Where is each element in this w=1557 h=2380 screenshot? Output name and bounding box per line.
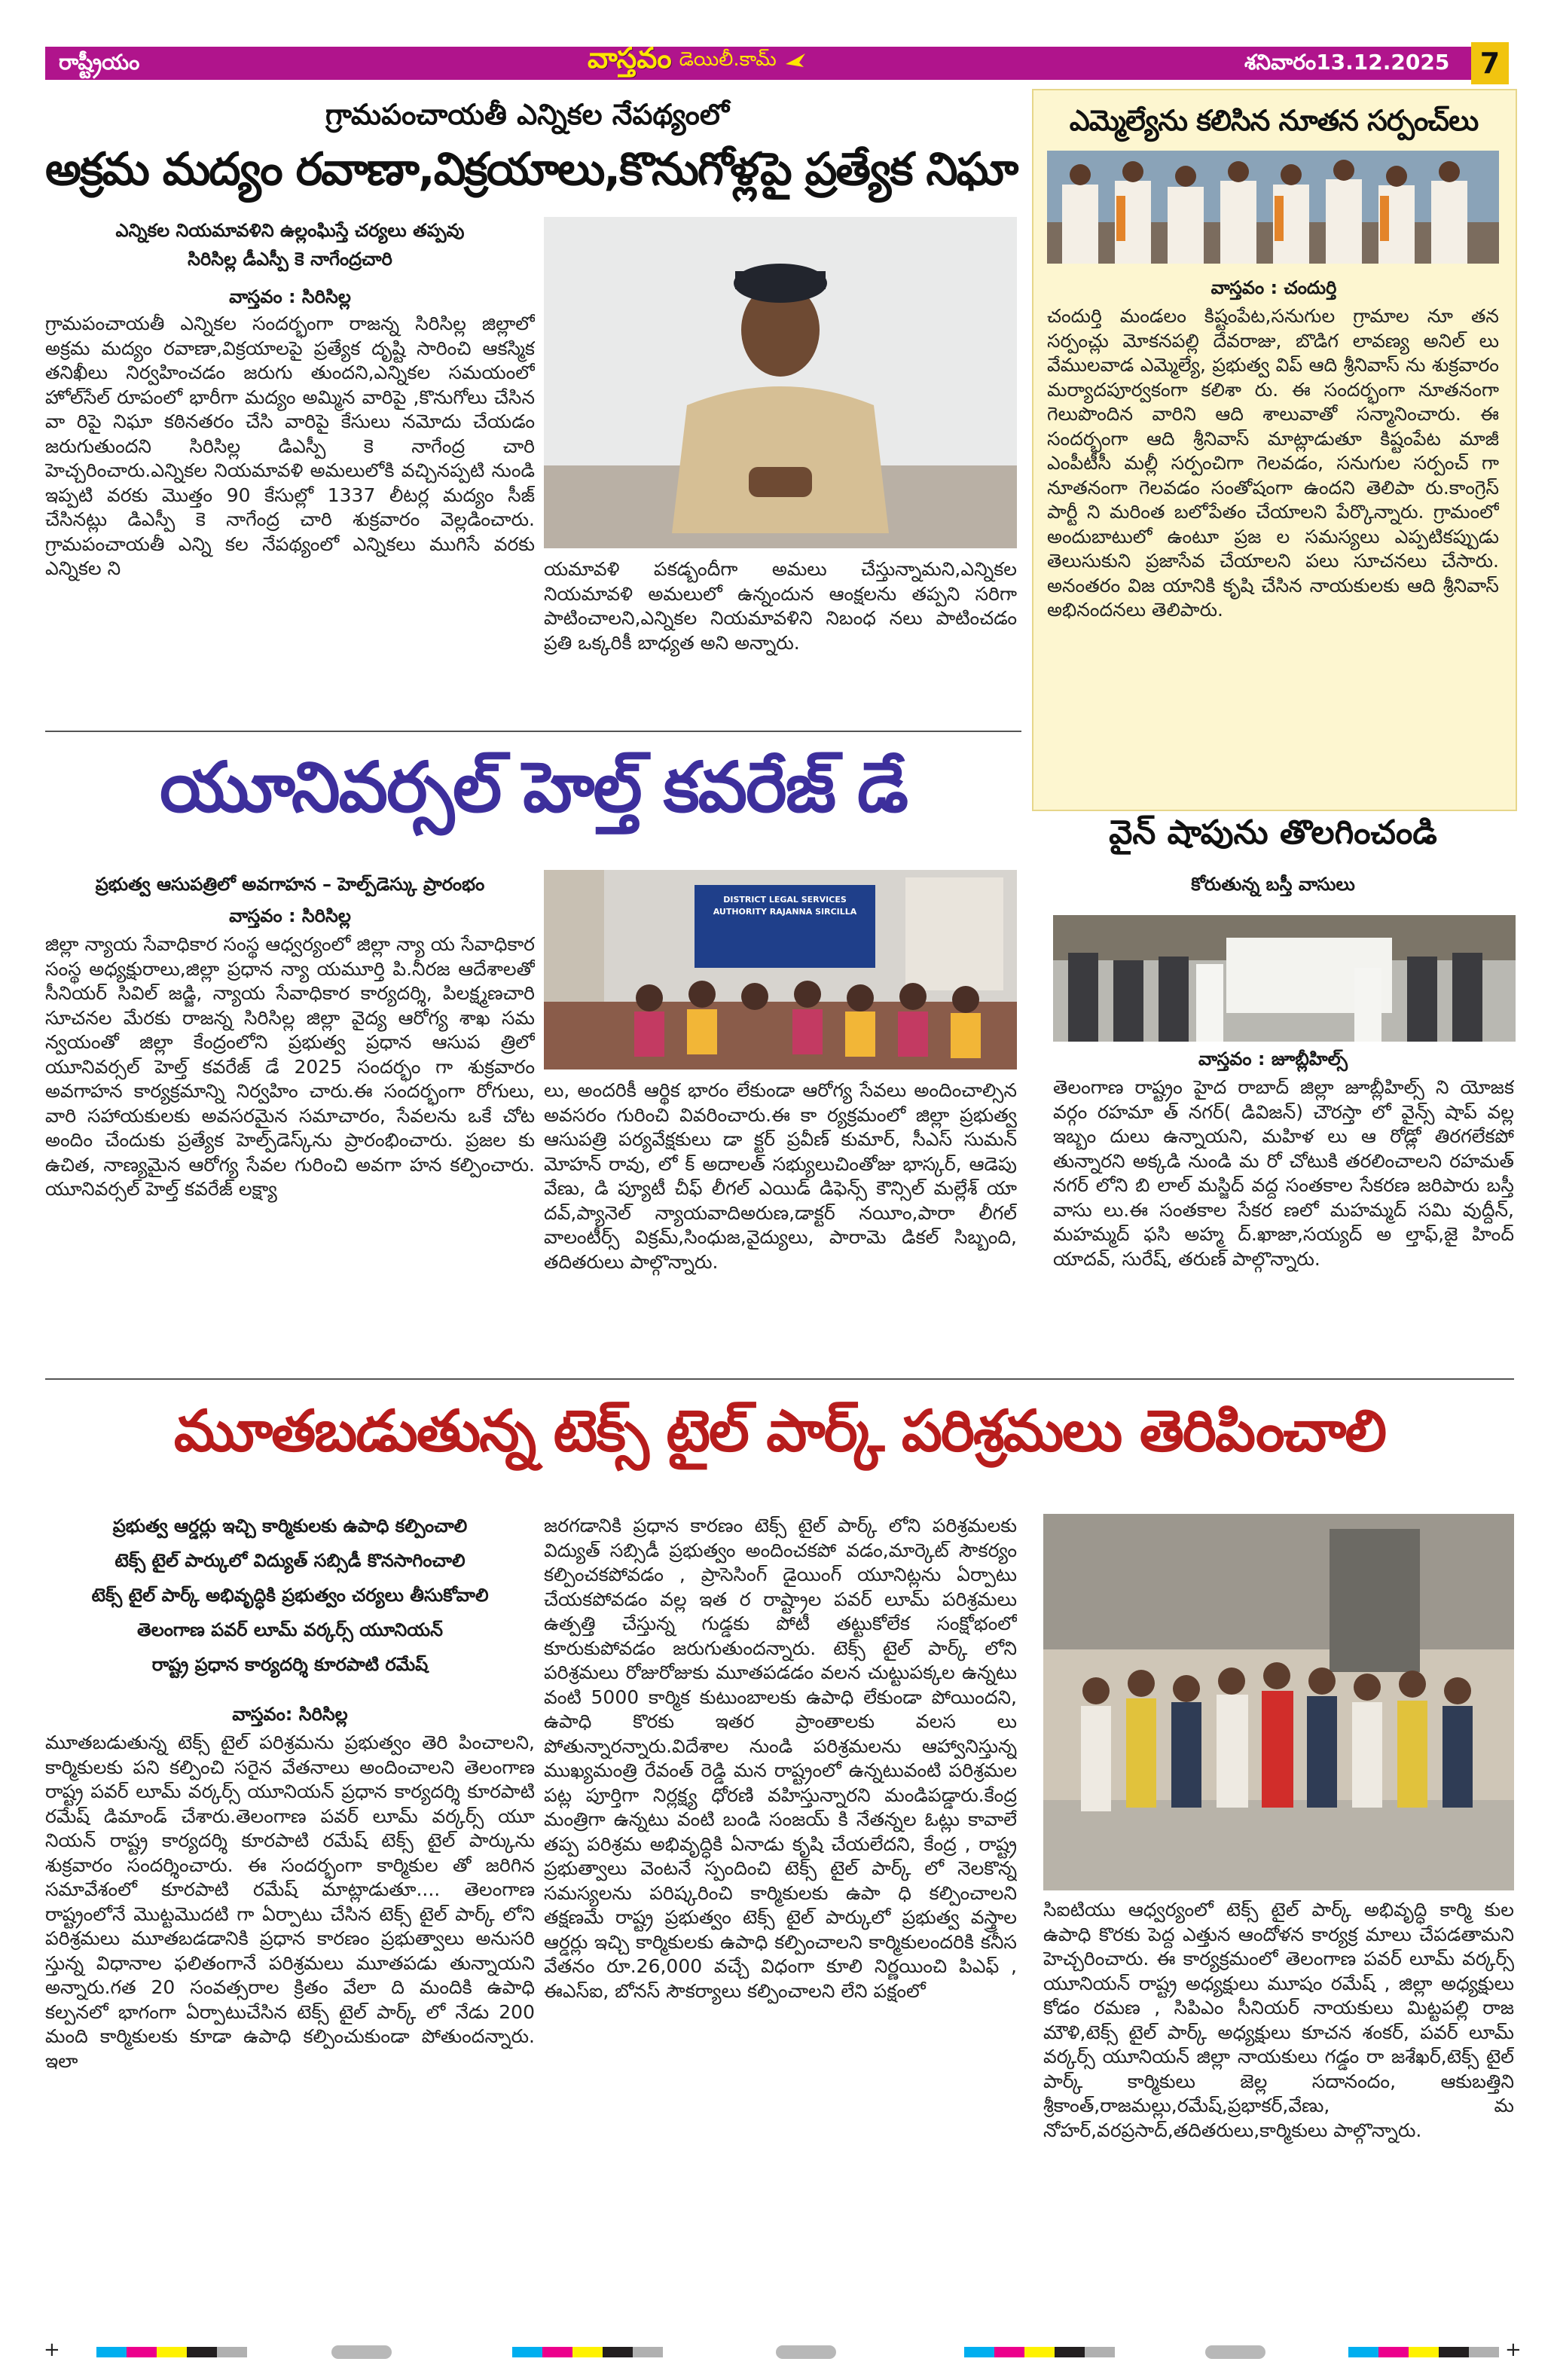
page-number: 7 xyxy=(1479,47,1501,80)
story1-subhead1: ఎన్నికల నియమావళిని ఉల్లంఘిస్తే చర్యలు తప్పవు xyxy=(115,220,465,241)
story3-col2: లు, అందరికీ ఆర్థిక భారం లేకుండా ఆరోగ్య సేవలు అందించాల్సిన అవసరం గురించి వివరించారు.ఈ కా ర్యక్రమంలో జిల్లా ప్రభుత్వ ఆసుపత్రి పర్యవేక్షకులు డా క్టర్ ప్రవీణ్ కుమార్, సీఎస్ సుమన్ మోహన్ రావు, లో క్ అదాలత్ సభ్యులుచింతోజు భాస్కర్, ఆడెపు వేణు, డి ప్యూటీ చీఫ్ లీగల్ ఎయిడ్ డిఫెన్స్ కౌన్సిల్ మల్లేశ్ యా దవ్,ప్యానెల్ న్యాయవాదిఅరుణ,డాక్టర్ నయీం,పారా లీగల్ వాలంటీర్స్ విక్రమ్,సింధుజ,వైద్యులు, పారామె డికల్ సిబ్బంది, తదితరులు పాల్గొన్నారు. xyxy=(544,1079,1017,1273)
story4-body: తెలంగాణ రాష్ట్రం హైద రాబాద్ జిల్లా జూబ్లీహిల్స్ ని యోజక వర్గం రహమా త్ నగర్( డివిజన్) చౌరస్తా లో వైన్స్ షాప్ వల్ల ఇబ్బం దులు ఉన్నాయని, మహిళ లు ఆ రోడ్లో తిరగలేకపో తున్నారని అక్కడి నుండి మ రో చోటుకి తరలించాలని రహమత్ నగర్ లోని బి లాల్ మస్జిద్ వద్ద సంతకాల సేకరణ జరిపారు బస్తీ వాసు లు.ఈ సంతకాల సేకర ణలో మహమ్మద్ సమి వుద్దీన్, మహమ్మద్ ఫసి అహ్మ ద్.ఖాజా,సయ్యద్ అ ల్తాఫ్,జై హింద్ యాదవ్, సురేష్, తరుణ్ పాల్గొన్నారు. xyxy=(1053,1076,1514,1270)
story1-col1: గ్రామపంచాయతీ ఎన్నికల సందర్భంగా రాజన్న సిరిసిల్ల జిల్లాలో అక్రమ మద్యం రవాణా,విక్రయాలపై ప్రత్యేక దృష్టి సారించి ఆకస్మిక తనిఖీలు నిర్వహించడం జరుగు తుందని,ఎన్నికల సమయంలో హోల్‌సేల్ రూపంలో భారీగా మద్యం అమ్మిన వారిపై ,కొనుగోలు చేసిన వా రిపై నిఘా కఠినతరం చేసి వారిపై కేసులు నమోదు చేయడం జరుగుతుందని సిరిసిల్ల డిఎస్పీ కె నాగేంద్ర చారి హెచ్చరించారు.ఎన్నికల నియమావళి అమలులోకి వచ్చినప్పటి నుండి ఇప్పటి వరకు మొత్తం 90 కేసుల్లో 1337 లీటర్ల మద్యం సీజ్ చేసినట్లు డిఎస్పీ కె నాగేంద్ర చారి శుక్రవారం వెల్లడించారు. గ్రామపంచాయతీ ఎన్ని కల నేపథ్యంలో ఎన్నికలు ముగిసే వరకు ఎన్నికల ని xyxy=(45,313,535,579)
divider-lower xyxy=(45,1378,1514,1380)
story5-subhead-3: టెక్స్ టైల్ పార్క్ అభివృద్ధికి ప్రభుత్వం చర్యలు తీసుకోవాలి xyxy=(91,1585,489,1606)
story5-subhead-4: తెలంగాణ పవర్ లూమ్ వర్కర్స్ యూనియన్ xyxy=(137,1619,443,1640)
issue-date: శనివారం13.12.2025 xyxy=(1244,50,1450,75)
story4-photo-residents xyxy=(1053,915,1516,1042)
story5-subhead-2: టెక్స్ టైల్ పార్కులో విద్యుత్ సబ్సిడీ కొనసాగించాలి xyxy=(114,1550,466,1571)
gray-pill-2 xyxy=(776,2345,836,2359)
story5-col1: మూతబడుతున్న టెక్స్ టైల్ పరిశ్రమను ప్రభుత్వం తెరి పించాలని, కార్మికులకు పని కల్పించి సరైన వేతనాలు అందించాలని తెలంగాణ రాష్ట్ర పవర్ లూమ్ వర్కర్స్ యూనియన్ ప్రధాన కార్యదర్శి కూరపాటి రమేష్ డిమాండ్ చేశారు.తెలంగాణ పవర్ లూమ్ వర్కర్స్ యూ నియన్ రాష్ట్ర కార్యదర్శి కూరపాటి రమేష్ టెక్స్ టైల్ పార్కును శుక్రవారం సందర్శించారు. ఈ సందర్భంగా కార్మికుల తో జరిగిన సమావేశంలో కూరపాటి రమేష్ మాట్లాడుతూ.... తెలంగాణ రాష్ట్రంలోనే మొట్టమొదటి గా ఏర్పాటు చేసిన టెక్స్ టైల్ పార్క్ లోని పరిశ్రమలు మూతబడడానికి ప్రధాన కారణం ప్రభుత్వాలు అనుసరి స్తున్న విధానాల ఫలితంగానే పరిశ్రమలు మూతపడు తున్నాయని అన్నారు.గత 20 సంవత్సరాల క్రితం వేలా ది మందికి ఉపాధి కల్పనలో భాగంగా ఏర్పాటుచేసిన టెక్స్ టైల్ పార్క్ లో నేడు 200 మంది కార్మికులకు కూడా ఉపాధి కల్పించుకుండా పోతుందన్నారు. ఇలా xyxy=(45,1732,535,2072)
story5-caption: సిఐటియు ఆధ్వర్యంలో టెక్స్ టైల్ పార్క్ అభివృద్ధి కార్మి కుల ఉపాధి కొరకు పెద్ద ఎత్తున ఆందోళన కార్యక్ర మాలు చేపడతామని హెచ్చరించారు. ఈ కార్యక్రమంలో తెలంగాణ పవర్ లూమ్ వర్కర్స్ యూనియన్ రాష్ట్ర అధ్యక్షులు మూషం రమేష్ , జిల్లా అధ్యక్షులు కోడం రమణ , సిపిఎం సీనియర్ నాయకులు మిట్టపల్లి రాజ మౌళి,టెక్స్ టైల్ పార్క్ అధ్యక్షులు కూచన శంకర్, పవర్ లూమ్ వర్కర్స్ యూనియన్ జిల్లా నాయకులు గడ్డం రా జశేఖర్,టెక్స్ టైల్ పార్క్ కార్మికులు జెల్ల సదానందం, ఆకుబత్తిని శ్రీకాంత్,రాజమల్లు,రమేష్,ప్రభాకర్,వేణు, మ నోహర్,వరప్రసాద్,తదితరులు,కార్మికులు పాల్గొన్నారు. xyxy=(1043,1899,1514,2141)
story5-subhead-1: ప్రభుత్వ ఆర్డర్లు ఇచ్చి కార్మికులకు ఉపాధి కల్పించాలి xyxy=(112,1515,468,1536)
story4-source: వాస్తవం : జూబ్లీహిల్స్ xyxy=(1198,1048,1348,1069)
story1-headline: అక్రమ మద్యం రవాణా,విక్రయాలు,కొనుగోళ్లపై ప్రత్యేక నిఘా xyxy=(45,143,1018,196)
story5-subhead-5: రాష్ట్ర ప్రధాన కార్యదర్శి కూరపాటి రమేష్ xyxy=(151,1654,429,1675)
story4-subhead: కోరుతున్న బస్తీ వాసులు xyxy=(1191,874,1355,895)
color-bar-1 xyxy=(96,2347,247,2357)
story3-banner-text: DISTRICT LEGAL SERVICES AUTHORITY RAJANNA SIRCILLA xyxy=(713,895,857,917)
story5-headline: మూతబడుతున్న టెక్స్ టైల్ పార్క్ పరిశ్రమలు తెరిపించాలి xyxy=(173,1397,1386,1464)
registration-mark-left: + xyxy=(44,2339,60,2361)
story2-kicker: ఎమ్మెల్యేను కలిసిన నూతన సర్పంచ్‌లు xyxy=(1069,104,1479,137)
story3-headline: యూనివర్సల్ హెల్త్ కవరేజ్ డే xyxy=(160,747,907,828)
brand-name: వాస్తవం xyxy=(588,41,672,75)
brand-suffix: డెయిలీ.కామ్ xyxy=(679,48,777,71)
story2-source: వాస్తవం : చందుర్తి xyxy=(1210,277,1337,298)
story5-subheads xyxy=(45,1514,535,1687)
story3-source: వాస్తవం : సిరిసిల్ల xyxy=(229,905,351,926)
section-label: రాష్ట్రీయం xyxy=(59,50,140,75)
story1-photo-dsp xyxy=(544,217,1017,548)
story1-col2: యమావళి పకడ్బందీగా అమలు చేస్తున్నామని,ఎన్నికల నియమావళి అమలులో ఉన్నందున ఆంక్షలను తప్పని సరిగా పాటించాలని,ఎన్నికల నియమావళిని నిబంధ నలు పాటించడం ప్రతి ఒక్కరికీ బాధ్యత అని అన్నారు. xyxy=(544,558,1017,654)
bird-icon xyxy=(784,50,807,73)
registration-mark-right: + xyxy=(1505,2339,1522,2361)
color-bar-4 xyxy=(1348,2347,1499,2357)
gray-pill-1 xyxy=(331,2345,392,2359)
story3-subhead: ప్రభుత్వ ఆసుపత్రిలో అవగాహన – హెల్ప్‌డెస్కు ప్రారంభం xyxy=(95,874,485,895)
story3-photo-legal xyxy=(544,870,1017,1069)
story3-col1: జిల్లా న్యాయ సేవాధికార సంస్థ ఆధ్వర్యంలో జిల్లా న్యా య సేవాధికార సంస్థ అధ్యక్షురాలు,జిల్లా ప్రధాన న్యా యమూర్తి పి.నీరజ ఆదేశాలతో సీనియర్ సివిల్ జడ్జి, న్యాయ సేవాధికార కార్యదర్శి, పిలక్ష్మణచారి సూచనల మేరకు రాజన్న సిరిసిల్ల జిల్లా వైద్య ఆరోగ్య శాఖ సమ న్వయంతో జిల్లా కేంద్రంలోని ప్రభుత్వ ప్రధాన ఆసుప త్రిలో యూనివర్సల్ హెల్త్ కవరేజ్ డే 2025 సందర్భం గా శుక్రవారం అవగాహన కార్యక్రమాన్ని నిర్వహిం చారు.ఈ సందర్భంగా రోగులు, వారి సహాయకులకు అవసరమైన సమాచారం, సేవలను ఒకే చోట అందిం చేందుకు ప్రత్యేక హెల్ప్‌డెస్క్‌ను ప్రారంభించారు. ప్రజల కు ఉచిత, నాణ్యమైన ఆరోగ్య సేవల గురించి అవగా హన కల్పించారు. యూనివర్సల్ హెల్త్ కవరేజ్ లక్ష్యా xyxy=(45,933,535,1200)
page-number-box xyxy=(1471,42,1509,84)
brand-logo xyxy=(588,42,807,81)
story5-col2: జరగడానికి ప్రధాన కారణం టెక్స్ టైల్ పార్క్ లోని పరిశ్రమలకు విద్యుత్ సబ్సిడీ ప్రభుత్వం అందించకపో వడం,మార్కెట్ సౌకర్యం కల్పించకపోవడం , ప్రాసెసింగ్ డైయింగ్ యూనిట్లను ఏర్పాటు చేయకపోవడం వల్ల ఇత ర రాష్ట్రాల పవర్ లూమ్ పరిశ్రమలు ఉత్పత్తి చేస్తున్న గుడ్డకు పోటీ తట్టుకోలేక సంక్షోభంలో కూరుకుపోవడం జరుగుతుందన్నారు. టెక్స్ టైల్ పార్క్ లోని పరిశ్రమలు రోజురోజుకు మూతపడడం వలన చుట్టుపక్కల ఉన్నటు వంటి 5000 కార్మిక కుటుంబాలకు ఉపాధి లేకుండా పోయిందని, ఉపాధి కొరకు ఇతర ప్రాంతాలకు వలస లు పోతున్నారన్నారు.విదేశాల నుండి పరిశ్రమలను ఆహ్వానిస్తున్న ముఖ్యమంత్రి రేవంత్ రెడ్డి మన రాష్ట్రంలో ఉన్నటువంటి పరిశ్రమల పట్ల పూర్తిగా నిర్లక్ష్య ధోరణి వహిస్తున్నారని మండిపడ్డారు.కేంద్ర మంత్రిగా ఉన్నటు వంటి బండి సంజయ్ కి నేతన్నల ఓట్లు కావాలే తప్ప పరిశ్రమ అభివృద్ధికి ఏనాడు కృషి చేయలేదని, కేంద్ర , రాష్ట్ర ప్రభుత్వాలు వెంటనే స్పందించి టెక్స్ టైల్ పార్క్ లో నెలకొన్న సమస్యలను పరిష్కరించి కార్మికులకు ఉపా ధి కల్పించాలని తక్షణమే రాష్ట్ర ప్రభుత్వం టెక్స్ టైల్ పార్కులో ప్రభుత్వ వస్త్రాల ఆర్డర్లు ఇచ్చి కార్మికులకు ఉపాధి కల్పించాలని కార్మికులందరికి కనీస వేతనం రూ.26,000 వచ్చే విధంగా కూలి నిర్ణయించి పిఎఫ్ , ఈఎస్ఐ, బోనస్ సౌకర్యాలు కల్పించాలని లేని పక్షంలో xyxy=(544,1515,1017,2002)
story1-kicker: గ్రామపంచాయతీ ఎన్నికల నేపథ్యంలో xyxy=(325,98,729,131)
gray-pill-3 xyxy=(1205,2345,1265,2359)
story1-subhead2: సిరిసిల్ల డీఎస్పీ కె నాగేంద్రచారి xyxy=(188,249,392,270)
color-bar-2 xyxy=(512,2347,663,2357)
color-bar-3 xyxy=(964,2347,1115,2357)
story2-photo-sarpanches xyxy=(1047,151,1499,264)
story5-source: వాస్తవం: సిరిసిల్ల xyxy=(232,1704,348,1725)
story5-photo-protest xyxy=(1043,1514,1514,1890)
story2-body: చందుర్తి మండలం కిష్టంపేట,సనుగుల గ్రామాల నూ తన సర్పంచ్లు మోకనపల్లి దేవరాజు, బొడిగ లావణ్య అనిల్ లు వేములవాడ ఎమ్మెల్యే, ప్రభుత్వ విప్ ఆది శ్రీనివాస్ ను శుక్రవారం మర్యాదపూర్వకంగా కలిశా రు. ఈ సందర్భంగా నూతనంగా గెలుపొందిన వారిని ఆది శాలువాతో సన్మానించారు. ఈ సందర్భంగా ఆది శ్రీనివాస్ మాట్లాడుతూ కిష్టంపేట మాజీ ఎంపీటీసీ మల్లీ సర్పంచిగా గెలవడం, సనుగుల సర్పంచ్ గా నూతనంగా గెలవడం సంతోషంగా ఉందని తెలిపా రు.కాంగ్రెస్ పార్టీ ని మరింత బలోపేతం చేయాలని పేర్కొన్నారు. గ్రామంలో అందుబాటులో ఉంటూ ప్రజ ల సమస్యలు ఎప్పటికప్పుడు తెలుసుకుని ప్రజాసేవ చేయాలని పలు సూచనలు చేసారు. అనంతరం విజ యానికి కృషి చేసిన నాయకులకు ఆది శ్రీనివాస్ అభినందనలు తెలిపారు. xyxy=(1047,305,1499,621)
divider xyxy=(45,731,1021,732)
story4-headline: వైన్ షాపును తొలగించండి xyxy=(1109,813,1437,852)
story1-source: వాస్తవం : సిరిసిల్ల xyxy=(229,286,351,307)
